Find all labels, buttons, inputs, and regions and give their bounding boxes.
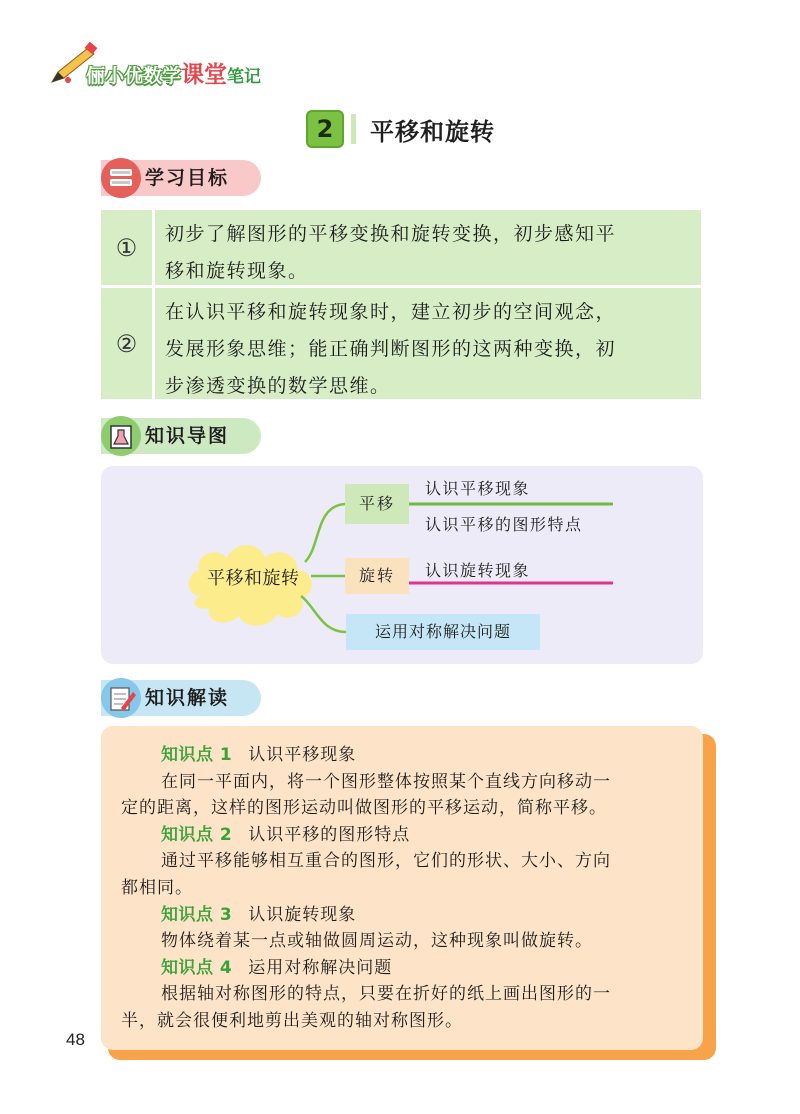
- knowledge-line: 都相同。: [121, 877, 193, 898]
- books-icon: [101, 158, 141, 198]
- knowledge-line: 定的距离，这样的图形运动叫做图形的平移运动，简称平移。: [121, 798, 607, 819]
- knowledge-point-heading: [121, 955, 689, 982]
- knowledge-line: 物体绕着某一点或轴做圆周运动，这种现象叫做旋转。: [161, 931, 593, 952]
- knowledge-point-tag: 知识点 4: [161, 957, 233, 978]
- knowledge-point-tag: 知识点 1: [161, 745, 233, 765]
- goal-line: 在认识平移和旋转现象时，建立初步的空间观念，: [165, 301, 617, 323]
- section-goals-heading: [101, 160, 261, 196]
- lesson-number: 2: [306, 110, 344, 148]
- knowledge-point-tag: 知识点 3: [161, 904, 233, 925]
- brand-header: [48, 42, 308, 90]
- section-goals-label: 学习目标: [145, 167, 230, 189]
- section-map-heading: [101, 418, 261, 454]
- goal-line: 发展形象思维；能正确判断图形的这两种变换，初: [165, 338, 617, 360]
- knowledge-point-title: 认识平移现象: [248, 745, 357, 765]
- branch-node-pingyi: 平移: [345, 484, 409, 524]
- goal-line: 移和旋转现象。: [165, 260, 309, 282]
- knowledge-line: 通过平移能够相互重合的图形，它们的形状、大小、方向: [161, 851, 611, 872]
- goal-number: ①: [101, 210, 155, 285]
- goal-row: [101, 210, 701, 288]
- knowledge-panel: [101, 726, 703, 1050]
- lesson-title: 平移和旋转: [370, 118, 495, 146]
- knowledge-point-heading: [121, 742, 689, 769]
- brand-part-2: 课堂: [181, 62, 228, 88]
- section-map-label: 知识导图: [145, 425, 230, 447]
- knowledge-point-title: 认识旋转现象: [248, 904, 357, 925]
- goal-number: ②: [101, 288, 155, 399]
- branch-line-pingyi: [305, 504, 345, 562]
- goal-text: [155, 210, 701, 285]
- goal-line: 初步了解图形的平移变换和旋转变换，初步感知平: [165, 223, 617, 245]
- goal-line: 步渗透变换的数学思维。: [165, 375, 391, 397]
- title-divider: [351, 114, 356, 144]
- knowledge-point-heading: [121, 822, 689, 849]
- branch-line-solve: [301, 596, 346, 632]
- knowledge-line: 半，就会很便利地剪出美观的轴对称图形。: [121, 1010, 463, 1031]
- flask-icon: [101, 416, 141, 456]
- knowledge-point-tag: 知识点 2: [161, 824, 233, 845]
- knowledge-line: 在同一平面内，将一个图形整体按照某个直线方向移动一: [161, 771, 611, 792]
- section-read-label: 知识解读: [145, 687, 230, 709]
- brand-part-3: 笔记: [227, 67, 262, 87]
- notepad-pencil-icon: [101, 678, 141, 718]
- knowledge-point-heading: [121, 902, 689, 929]
- branch-node-xuanzhuan: 旋转: [345, 558, 409, 594]
- goals-table: [101, 210, 701, 402]
- leaf-pingyi-2: 认识平移的图形特点: [425, 515, 583, 534]
- knowledge-point-title: 认识平移的图形特点: [248, 824, 411, 845]
- branch-node-solve: 运用对称解决问题: [346, 614, 540, 650]
- goal-text: [155, 288, 701, 399]
- knowledge-line: 根据轴对称图形的特点，只要在折好的纸上画出图形的一: [161, 984, 611, 1005]
- leaf-pingyi-1: 认识平移现象: [425, 479, 531, 498]
- section-read-heading: [101, 680, 261, 716]
- page-number: 48: [66, 1030, 85, 1049]
- mind-map-panel: [101, 466, 703, 664]
- mind-map-center: 平移和旋转: [207, 568, 300, 589]
- leaf-xuanzhuan-1: 认识旋转现象: [425, 561, 531, 580]
- brand-part-1: 俪小优数学: [86, 65, 182, 87]
- goal-row: [101, 288, 701, 402]
- brand-title: [86, 56, 261, 89]
- knowledge-point-title: 运用对称解决问题: [248, 957, 393, 978]
